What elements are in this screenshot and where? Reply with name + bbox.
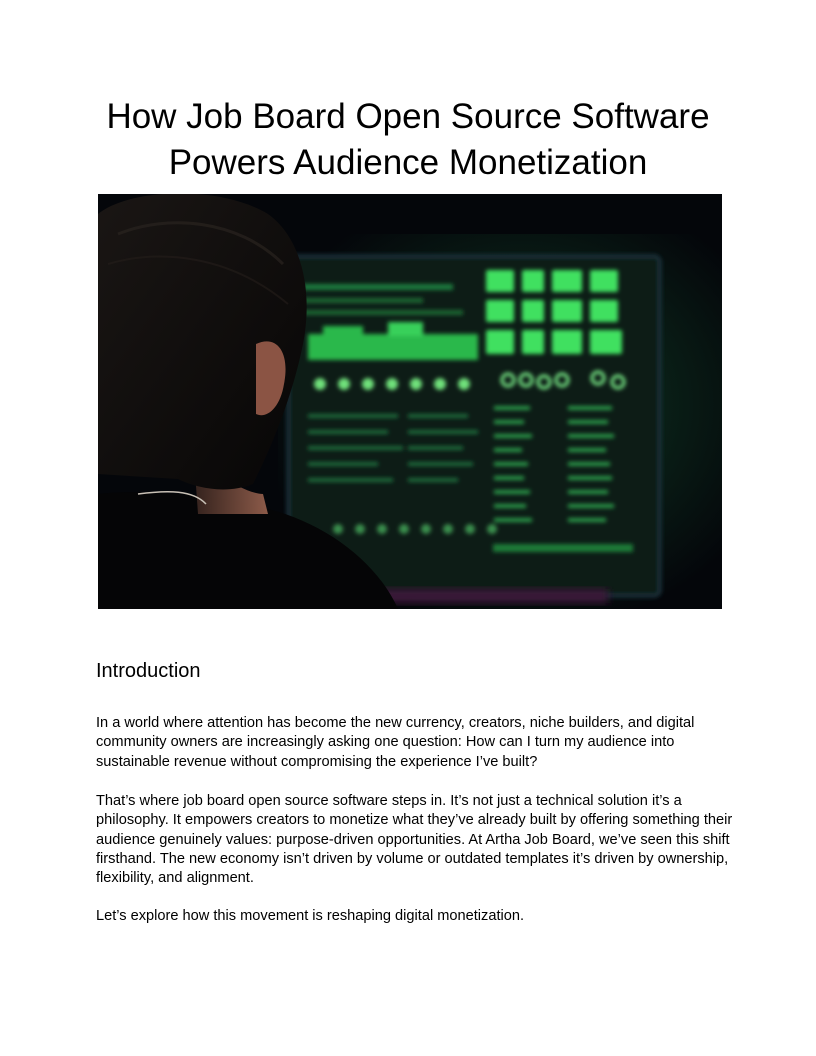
title-line-2: Powers Audience Monetization <box>168 143 648 182</box>
section-heading-introduction: Introduction <box>96 660 201 682</box>
paragraph-3: Let’s explore how this movement is reshaping digital monetization. <box>96 908 525 924</box>
woman-at-computer-photo-icon <box>98 194 722 609</box>
paragraph-2: That’s where job board open source software steps in. It’s not just a technical solution it’s a philosophy. It empowers creators to monetize what they’ve already built by offering something their audience genuinely values: purpose-driven opportunities. At Artha Job Board, we’ve seen this shift firsthand. The new economy isn’t driven by volume or outdated templates it’s driven by ownership, flexibility, and alignment. <box>96 793 733 887</box>
hero-image <box>98 194 722 609</box>
title-line-1: How Job Board Open Source Software <box>106 97 710 136</box>
document-title <box>60 94 756 186</box>
paragraph-1: In a world where attention has become the new currency, creators, niche builders, and digital community owners are increasingly asking one question: How can I turn my audience into sustainable revenue without compromising the experience I’ve built? <box>96 715 695 770</box>
